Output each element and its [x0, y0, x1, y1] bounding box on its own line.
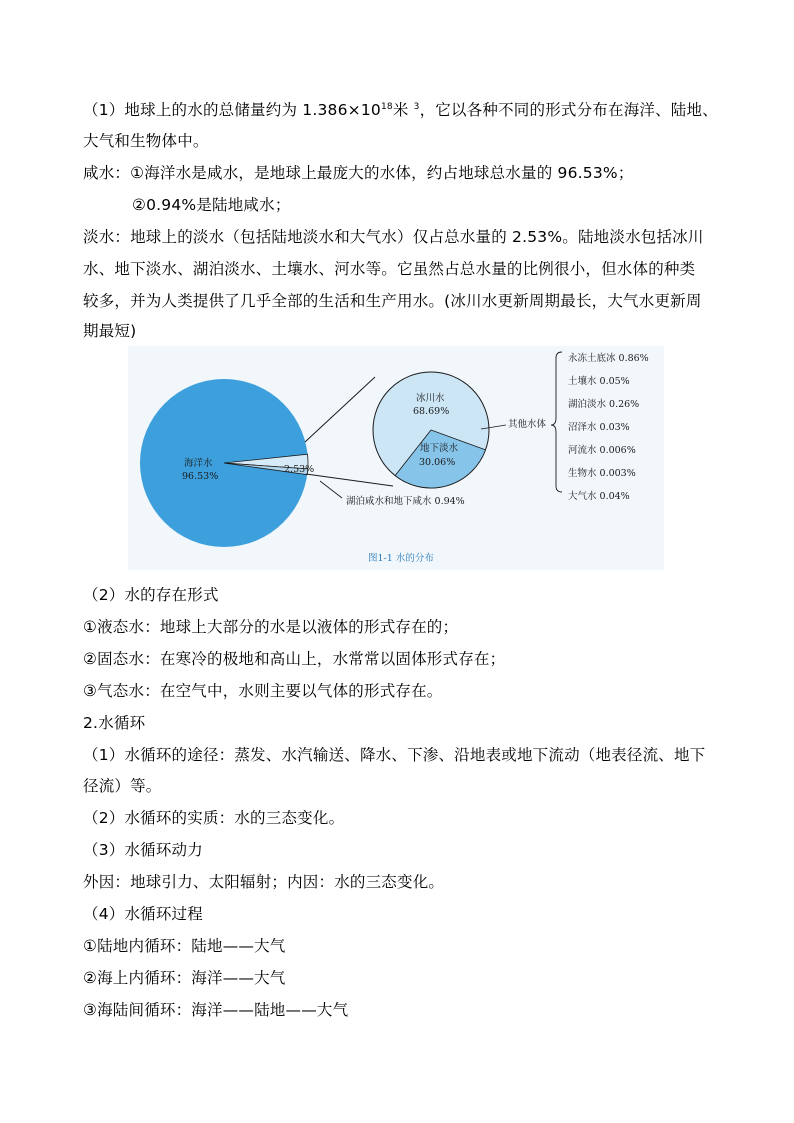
liquid-water-line: ①液态水：地球上大部分的水是以液体的形式存在的； [83, 618, 459, 636]
other-water-item: 永冻土底冰 0.86% [568, 353, 649, 364]
salt-water-line-1: 咸水：①海洋水是咸水，是地球上最庞大的水体，约占地球总水量的 96.53%； [83, 164, 634, 182]
other-water-item: 河流水 0.006% [568, 445, 636, 456]
other-water-item: 土壤水 0.05% [568, 376, 630, 387]
paragraph-line: 大气和生物体中。 [83, 132, 209, 150]
cycle-power-heading: （3）水循环动力 [83, 841, 203, 859]
fresh-water-line-4: 期最短) [83, 322, 137, 340]
cycle-power-line: 外因：地球引力、太阳辐射；内因：水的三态变化。 [83, 873, 445, 891]
ocean-label: 海洋水 [184, 458, 213, 469]
section-water-cycle: 2.水循环 [83, 714, 146, 732]
groundwater-value: 30.06% [419, 457, 456, 468]
cycle-essence-line: （2）水循环的实质：水的三态变化。 [83, 809, 345, 827]
cycle-path-line-1: （1）水循环的途径：蒸发、水汽输送、降水、下渗、沿地表或地下流动（地表径流、地下 [83, 746, 706, 764]
section-water-forms: （2）水的存在形式 [83, 586, 219, 604]
land-cycle-line: ①陆地内循环：陆地——大气 [83, 937, 286, 955]
text-segment: ，它以各种不同的形式分布在海洋、陆地、 [419, 101, 718, 119]
solid-water-line: ②固态水：在寒冷的极地和高山上，水常常以固体形式存在； [83, 650, 506, 668]
figure-caption: 图1-1 水的分布 [368, 553, 434, 564]
text-segment: （1）地球上的水的总储量约为 1.386×10 [83, 101, 381, 119]
glacier-value: 68.69% [413, 406, 450, 417]
sea-land-cycle-line: ③海陆间循环：海洋——陆地——大气 [83, 1001, 349, 1019]
water-distribution-chart [128, 346, 664, 570]
groundwater-label: 地下淡水 [420, 443, 459, 454]
fresh-water-line-1: 淡水：地球上的淡水（包括陆地淡水和大气水）仅占总水量的 2.53%。陆地淡水包括冰川 [83, 228, 704, 246]
water-distribution-figure [128, 346, 664, 570]
other-water-item: 大气水 0.04% [568, 491, 630, 502]
cycle-process-heading: （4）水循环过程 [83, 905, 203, 923]
gaseous-water-line: ③气态水：在空气中，水则主要以气体的形式存在。 [83, 682, 443, 700]
ocean-cycle-line: ②海上内循环：海洋——大气 [83, 969, 286, 987]
other-water-item: 湖泊淡水 0.26% [568, 399, 640, 410]
superscript: 18 [380, 101, 393, 112]
other-water-item: 沼泽水 0.03% [568, 422, 630, 433]
glacier-label: 冰川水 [416, 393, 445, 404]
other-water-item: 生物水 0.003% [568, 468, 636, 479]
salt-water-line-2: ②0.94%是陆地咸水； [132, 196, 291, 214]
fresh-value: 2.53% [284, 464, 315, 475]
text-segment: 米 [392, 101, 414, 119]
fresh-water-line-3: 较多，并为人类提供了几乎全部的生活和生产用水。(冰川水更新周期最长，大气水更新周 [83, 292, 702, 310]
ocean-value: 96.53% [182, 471, 219, 482]
paragraph-total-water [83, 100, 718, 120]
superscript: 3 [413, 101, 420, 112]
cycle-path-line-2: 径流）等。 [83, 777, 162, 795]
land-salt-water-label: 湖泊咸水和地下咸水 0.94% [346, 496, 465, 507]
other-water-label: 其他水体 [508, 419, 547, 430]
fresh-water-line-2: 水、地下淡水、湖泊淡水、土壤水、河水等。它虽然占总水量的比例很小，但水体的种类 [83, 260, 696, 278]
